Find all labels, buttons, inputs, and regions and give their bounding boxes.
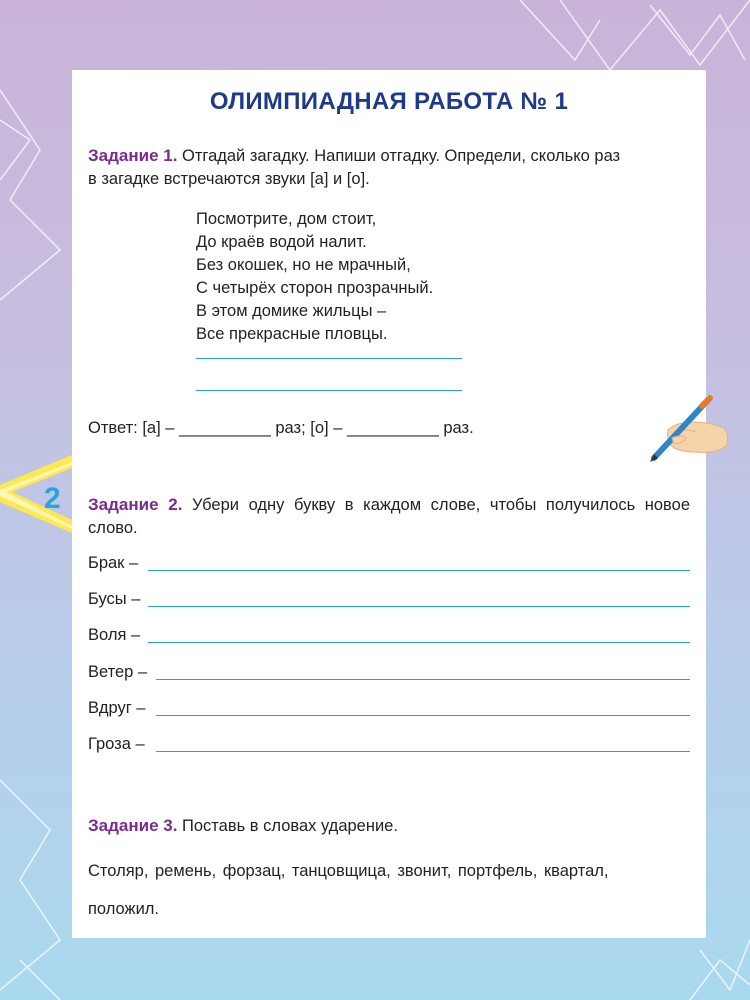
task3-instructions (88, 814, 690, 838)
word-label: Вдруг – (88, 699, 146, 717)
word-row (88, 663, 147, 682)
page-title: ОЛИМПИАДНАЯ РАБОТА № 1 (209, 88, 569, 115)
task1-instructions (88, 144, 690, 191)
word-row (88, 590, 140, 609)
word-answer-line[interactable] (156, 715, 690, 716)
word-answer-line[interactable] (148, 642, 690, 643)
task1-label: Задание 1. (88, 146, 178, 165)
poem-line: Все прекрасные пловцы. (196, 325, 388, 343)
word-row (88, 554, 138, 573)
task3-words (88, 852, 690, 928)
word-label: Брак – (88, 554, 139, 572)
word-label: Гроза – (88, 735, 145, 753)
poem-line: До краёв водой налит. (196, 233, 367, 251)
task2-instructions (88, 493, 690, 540)
task1-text-line2: в загадке встречаются звуки [а] и [о]. (88, 170, 370, 188)
word-row (88, 626, 140, 645)
riddle-answer-line-1[interactable] (196, 358, 462, 359)
word-row (88, 699, 145, 718)
poem-line: Без окошек, но не мрачный, (196, 256, 411, 274)
task2-label: Задание 2. (88, 495, 183, 514)
answer-prefix: Ответ: [а] – (88, 419, 180, 437)
poem-line: С четырёх сторон прозрачный. (196, 279, 434, 297)
page-number: 2 (44, 482, 61, 515)
hand-writing-pen-icon (646, 392, 736, 464)
word-answer-line[interactable] (156, 751, 690, 752)
word-row (88, 735, 145, 754)
riddle-answer-line-2[interactable] (196, 390, 462, 391)
worksheet-page (72, 70, 706, 938)
task1-text-line1: Отгадай загадку. Напиши отгадку. Определи, сколько раз (177, 147, 621, 165)
riddle-poem (196, 208, 433, 346)
task3-words-line1: Столяр, ремень, форзац, танцовщица, звонит, портфель, квартал, (88, 862, 609, 880)
word-label: Ветер – (88, 663, 148, 681)
word-label: Бусы – (88, 590, 141, 608)
task3-text: Поставь в словах ударение. (177, 817, 398, 835)
word-answer-line[interactable] (156, 679, 690, 680)
poem-line: Посмотрите, дом стоит, (196, 210, 377, 228)
answer-blank-o[interactable]: __________ (346, 419, 439, 437)
task3-words-line2: положил. (88, 900, 160, 918)
task3-label: Задание 3. (88, 816, 178, 835)
answer-blank-a[interactable]: __________ (179, 419, 271, 437)
answer-mid: раз; [о] – (270, 419, 347, 437)
poem-line: В этом домике жильцы – (196, 302, 387, 320)
task1-answer-row (88, 419, 474, 438)
word-label: Воля – (88, 626, 141, 644)
task2-text: Убери одну букву в каждом слове, чтобы получилось новое слово. (88, 496, 690, 537)
word-answer-line[interactable] (148, 606, 690, 607)
word-answer-line[interactable] (148, 570, 690, 571)
answer-suffix: раз. (438, 419, 474, 437)
